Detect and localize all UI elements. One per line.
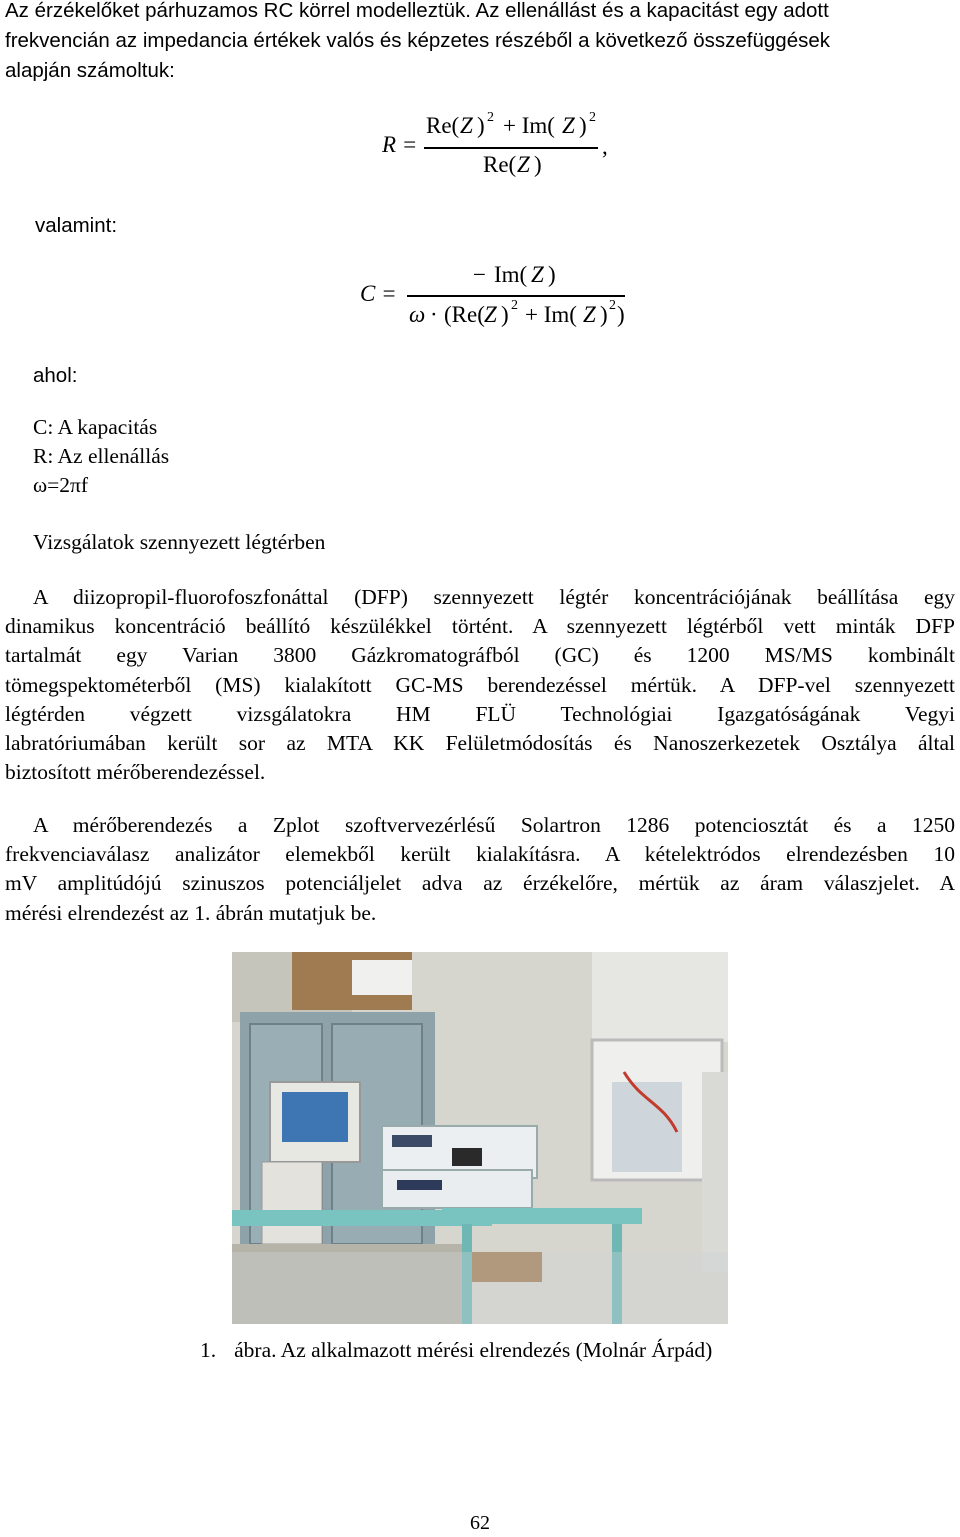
paragraph-1-line: tartalmát egy Varian 3800 Gázkromatográfból (GC) és 1200 MS/MS kombinált [5,643,955,668]
intro-line-3: alapján számoltuk: [5,59,175,82]
lab-setup-photo [232,952,728,1324]
formula-c-den-sq1: 2 [511,298,518,313]
paragraph-2-line: frekvenciaválasz analizátor elemekből került kialakításra. A kételektródos elrendezésben 10 [5,842,955,867]
formula-c-num-p: ) [548,262,556,287]
formula-c-num-minus: − [473,262,486,287]
paragraph-2-line: mérési elrendezést az 1. ábrán mutatjuk be. [5,900,377,925]
formula-r-num-sq1: 2 [487,110,494,125]
paragraph-1-line: labratóriumában került sor az MTA KK Felületmódosítás és Nanoszerkezetek Osztálya által [5,730,955,755]
paragraph-1-line: dinamikus koncentráció beállító készülékkel történt. A szennyezett légtérből vett minták DFP [5,614,955,639]
formula-c-lhs: C = [360,281,397,306]
formula-r-den-p: ) [534,152,542,177]
figure-caption-text: ábra. Az alkalmazott mérési elrendezés (Molnár Árpád) [234,1338,713,1362]
formula-c-den-p1: ) [501,302,509,327]
formula-c-fraction-bar [407,295,625,297]
formula-c-den-plus: + Im( [525,302,577,327]
paragraph-2 [5,811,955,928]
formula-c-den-open: (Re( [444,302,485,327]
intro-line-2: frekvencián az impedancia értékek valós és képzetes részéből a következő összefüggések [5,29,831,52]
paragraph-1-line: biztosított mérőberendezéssel. [5,760,266,785]
formula-r-num-plus: + Im( [503,113,555,138]
definition-c: C: A kapacitás [33,415,158,439]
formula-r-num-re: Re( [426,113,460,138]
formula-c-num-z: Z [531,262,544,287]
page-number: 62 [470,1512,490,1534]
formula-r-num-p1: ) [477,113,485,138]
formula-r-num-sq2: 2 [589,110,596,125]
formula-c-den-z2: Z [583,302,596,327]
lab-setup-illustration [232,952,728,1324]
formula-r-comma: , [602,134,608,159]
ahol-label: ahol: [33,364,78,387]
figure-caption [200,1338,712,1363]
intro-line-1: Az érzékelőket párhuzamos RC körrel modelleztük. Az ellenállást és a kapacitást egy adott [5,0,829,22]
formula-r-num-z1: Z [460,113,473,138]
formula-r-den-re: Re( [483,152,517,177]
formula-r-num-p2: ) [579,113,587,138]
formula-r-num-z2: Z [562,113,575,138]
formula-r-lhs: R = [382,132,418,157]
formula-c-den-omega: ω [409,302,426,327]
paragraph-1 [5,583,955,787]
paragraph-1-line: légtérden végzett vizsgálatokra HM FLÜ Technológiai Igazgatóságának Vegyi [5,701,955,726]
section-title: Vizsgálatok szennyezett légtérben [33,530,326,554]
definition-r: R: Az ellenállás [33,444,170,468]
formula-r-den-z: Z [517,152,530,177]
valamint-label: valamint: [35,214,118,237]
paragraph-2-line: mV amplitúdójú szinuszos potenciáljelet adva az érzékelőre, mértük az áram válaszjelet. A [5,871,955,896]
definition-omega: ω=2πf [33,473,89,497]
paragraph-1-line: A diizopropil-fluorofoszfonáttal (DFP) szennyezett légtér koncentrációjának beállítása egy [33,585,955,609]
formula-c-den-close: ) [617,302,625,327]
figure-number: 1. [200,1338,217,1362]
formula-c-den-dot: · [430,302,438,327]
paragraph-2-line: A mérőberendezés a Zplot szoftvervezérlésű Solartron 1286 potenciosztát és a 1250 [33,813,955,837]
formula-c-num-im: Im( [494,262,528,287]
formula-c [0,0,960,340]
formula-c-den-z1: Z [484,302,497,327]
paragraph-1-line: tömegspektométerből (MS) kialakított GC-MS berendezéssel mértük. A DFP-vel szennyezett [5,672,955,697]
formula-c-den-sq2: 2 [609,298,616,313]
formula-c-den-p2: ) [600,302,608,327]
